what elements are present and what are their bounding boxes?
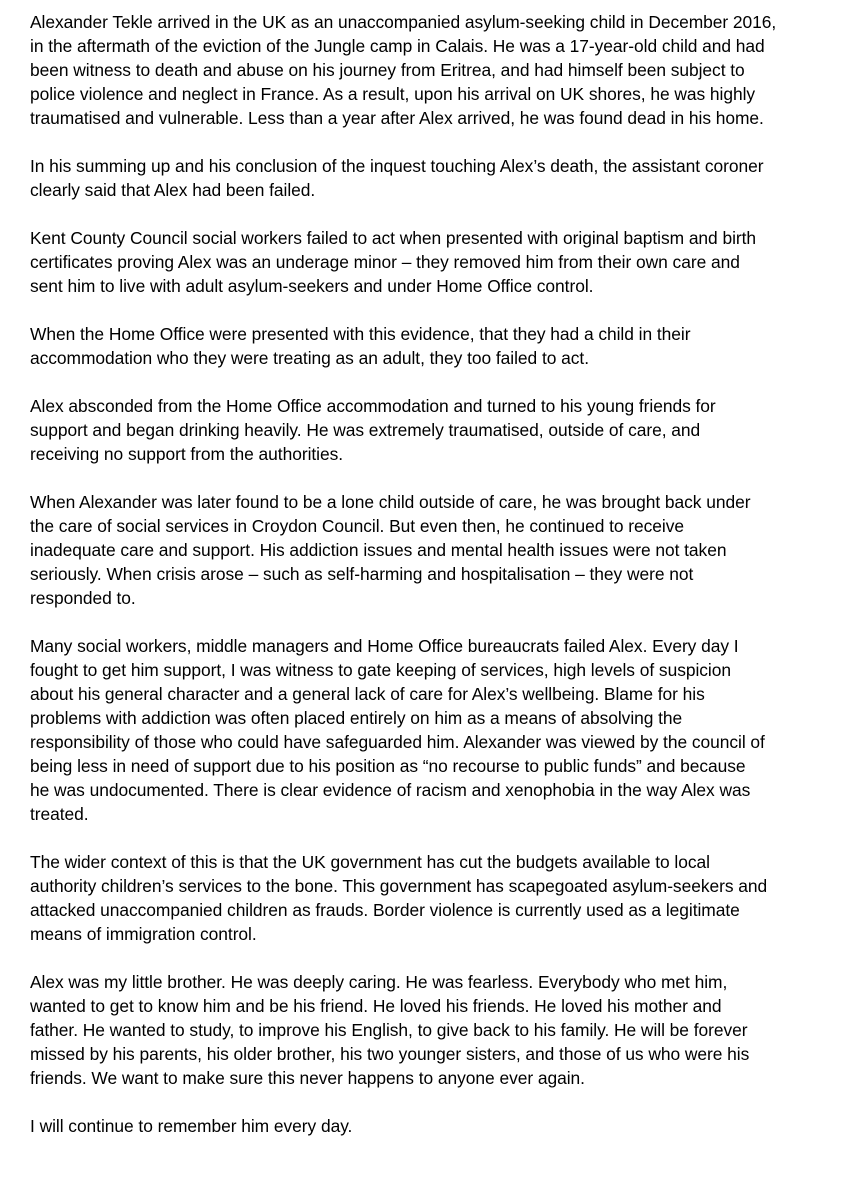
text-line: certificates proving Alex was an underage minor – they removed him from their own care and [30, 252, 740, 272]
text-line: friends. We want to make sure this never happens to anyone ever again. [30, 1068, 585, 1088]
text-line: When the Home Office were presented with this evidence, that they had a child in their [30, 324, 691, 344]
text-line: been witness to death and abuse on his journey from Eritrea, and had himself been subject to [30, 60, 745, 80]
paragraph [30, 970, 836, 1090]
text-line: traumatised and vulnerable. Less than a year after Alex arrived, he was found dead in his home. [30, 108, 764, 128]
paragraph [30, 226, 836, 298]
text-line: sent him to live with adult asylum-seekers and under Home Office control. [30, 276, 594, 296]
paragraph [30, 154, 836, 202]
text-line: seriously. When crisis arose – such as self-harming and hospitalisation – they were not [30, 564, 694, 584]
text-line: receiving no support from the authorities. [30, 444, 344, 464]
text-line: inadequate care and support. His addiction issues and mental health issues were not taken [30, 540, 727, 560]
text-line: about his general character and a general lack of care for Alex’s wellbeing. Blame for his [30, 684, 705, 704]
paragraph [30, 10, 836, 130]
text-line: missed by his parents, his older brother, his two younger sisters, and those of us who were his [30, 1044, 750, 1064]
text-line: means of immigration control. [30, 924, 257, 944]
text-line: attacked unaccompanied children as frauds. Border violence is currently used as a legitimate [30, 900, 740, 920]
text-line: problems with addiction was often placed entirely on him as a means of absolving the [30, 708, 683, 728]
text-line: in the aftermath of the eviction of the Jungle camp in Calais. He was a 17-year-old child and had [30, 36, 765, 56]
text-line: authority children’s services to the bone. This government has scapegoated asylum-seekers and [30, 876, 768, 896]
text-line: support and began drinking heavily. He was extremely traumatised, outside of care, and [30, 420, 701, 440]
text-line: accommodation who they were treating as an adult, they too failed to act. [30, 348, 589, 368]
text-line: being less in need of support due to his position as “no recourse to public funds” and because [30, 756, 746, 776]
text-line: In his summing up and his conclusion of the inquest touching Alex’s death, the assistant coroner [30, 156, 764, 176]
paragraph [30, 322, 836, 370]
paragraph [30, 634, 836, 826]
text-line: clearly said that Alex had been failed. [30, 180, 316, 200]
text-line: father. He wanted to study, to improve his English, to give back to his family. He will be forever [30, 1020, 748, 1040]
text-line: responded to. [30, 588, 136, 608]
text-line: treated. [30, 804, 89, 824]
text-line: When Alexander was later found to be a lone child outside of care, he was brought back under [30, 492, 751, 512]
text-line: Kent County Council social workers failed to act when presented with original baptism and birth [30, 228, 757, 248]
text-line: fought to get him support, I was witness to gate keeping of services, high levels of suspicion [30, 660, 731, 680]
paragraph [30, 850, 836, 946]
text-line: Alexander Tekle arrived in the UK as an unaccompanied asylum-seeking child in December 2016, [30, 12, 777, 32]
document-body [30, 10, 836, 1162]
text-line: wanted to get to know him and be his friend. He loved his friends. He loved his mother and [30, 996, 722, 1016]
text-line: the care of social services in Croydon Council. But even then, he continued to receive [30, 516, 685, 536]
paragraph [30, 490, 836, 610]
text-line: he was undocumented. There is clear evidence of racism and xenophobia in the way Alex was [30, 780, 751, 800]
text-line: I will continue to remember him every day. [30, 1116, 353, 1136]
text-line: responsibility of those who could have safeguarded him. Alexander was viewed by the council of [30, 732, 765, 752]
text-line: police violence and neglect in France. As a result, upon his arrival on UK shores, he was highly [30, 84, 756, 104]
text-line: The wider context of this is that the UK government has cut the budgets available to local [30, 852, 710, 872]
text-line: Many social workers, middle managers and Home Office bureaucrats failed Alex. Every day I [30, 636, 739, 656]
text-line: Alex was my little brother. He was deeply caring. He was fearless. Everybody who met him, [30, 972, 728, 992]
paragraph [30, 394, 836, 466]
paragraph [30, 1114, 836, 1138]
text-line: Alex absconded from the Home Office accommodation and turned to his young friends for [30, 396, 716, 416]
